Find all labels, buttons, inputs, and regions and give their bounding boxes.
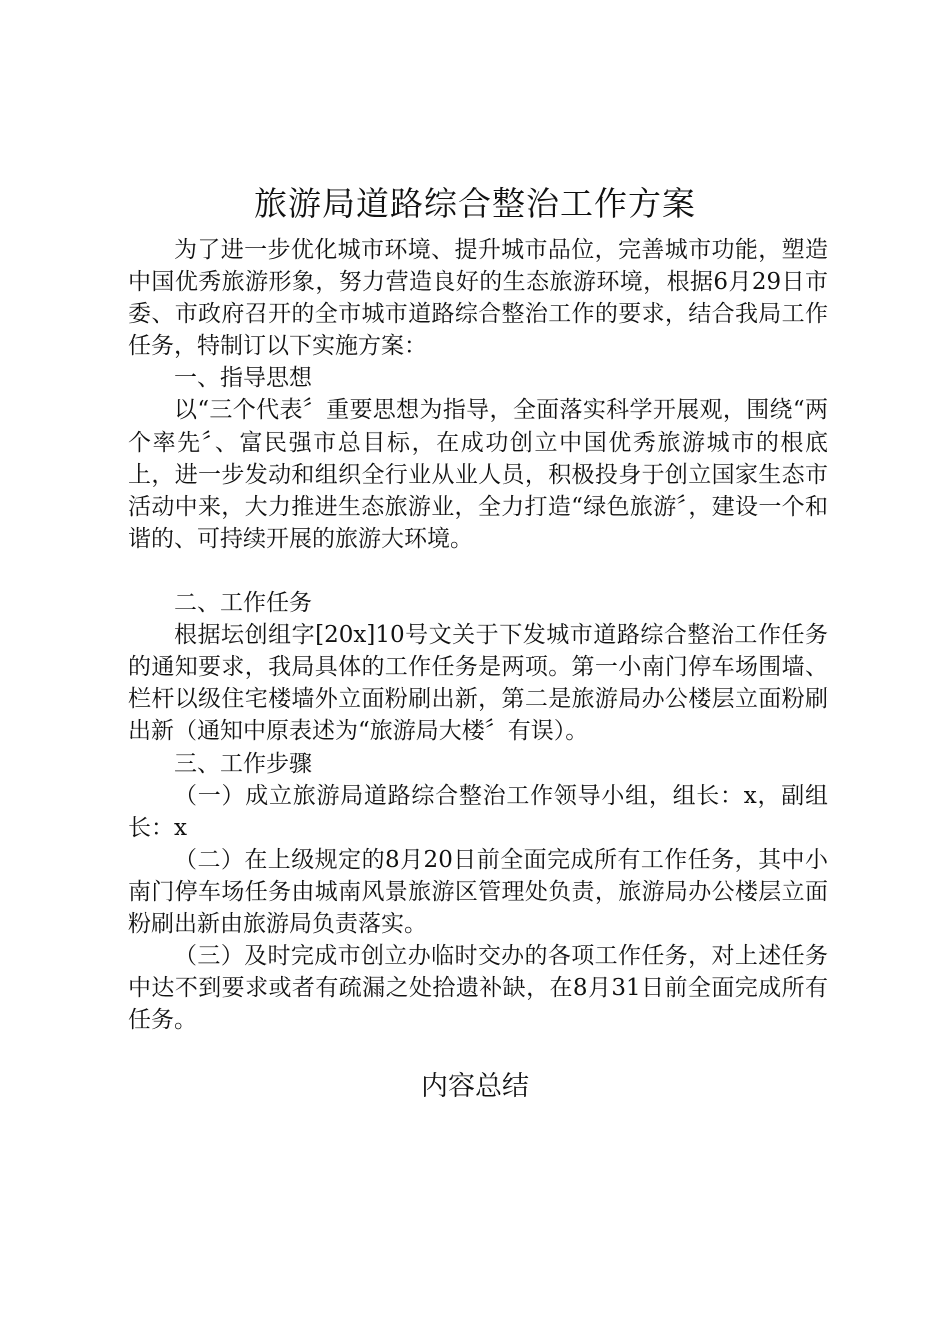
- section-heading-guiding-thought: 一、指导思想: [174, 365, 312, 392]
- guiding-thought-paragraph: 以“三个代表〞重要思想为指导，全面落实科学开展观，围绕“两个率先〞、富民强市总目标，在成功创立中国优秀旅游城市的根底上，进一步发动和组织全行业从业人员，积极投身于创立国家生态市活动中来，大力推进生态旅游业，全力打造“绿色旅游〞，建设一个和谐的、可持续开展的旅游大环境。: [128, 397, 828, 552]
- summary-title: 内容总结: [421, 1071, 529, 1102]
- intro-paragraph: 为了进一步优化城市环境、提升城市品位，完善城市功能，塑造中国优秀旅游形象，努力营造良好的生态旅游环境，根据6月29日市委、市政府召开的全市城市道路综合整治工作的要求，结合我局工作任务，特制订以下实施方案：: [128, 237, 828, 360]
- section-heading-work-tasks: 二、工作任务: [174, 590, 312, 617]
- work-step-2: （二）在上级规定的8月20日前全面完成所有工作任务，其中小南门停车场任务由城南风景旅游区管理处负责，旅游局办公楼层立面粉刷出新由旅游局负责落实。: [128, 846, 828, 937]
- section-heading-work-steps: 三、工作步骤: [174, 750, 312, 777]
- blank-line: [128, 555, 828, 587]
- work-step-1: （一）成立旅游局道路综合整治工作领导小组，组长：x，副组长：x: [128, 782, 828, 841]
- document-title: 旅游局道路综合整治工作方案: [254, 184, 696, 223]
- work-tasks-paragraph: 根据坛创组字[20x]10号文关于下发城市道路综合整治工作任务的通知要求，我局具体的工作任务是两项。第一小南门停车场围墙、栏杆以级住宅楼墙外立面粉刷出新，第二是旅游局办公楼层立面粉刷出新（通知中原表述为“旅游局大楼〞有误）。: [128, 622, 828, 745]
- work-step-3: （三）及时完成市创立办临时交办的各项工作任务，对上述任务中达不到要求或者有疏漏之处拾遗补缺，在8月31日前全面完成所有任务。: [128, 943, 828, 1034]
- document-body: [128, 234, 828, 1036]
